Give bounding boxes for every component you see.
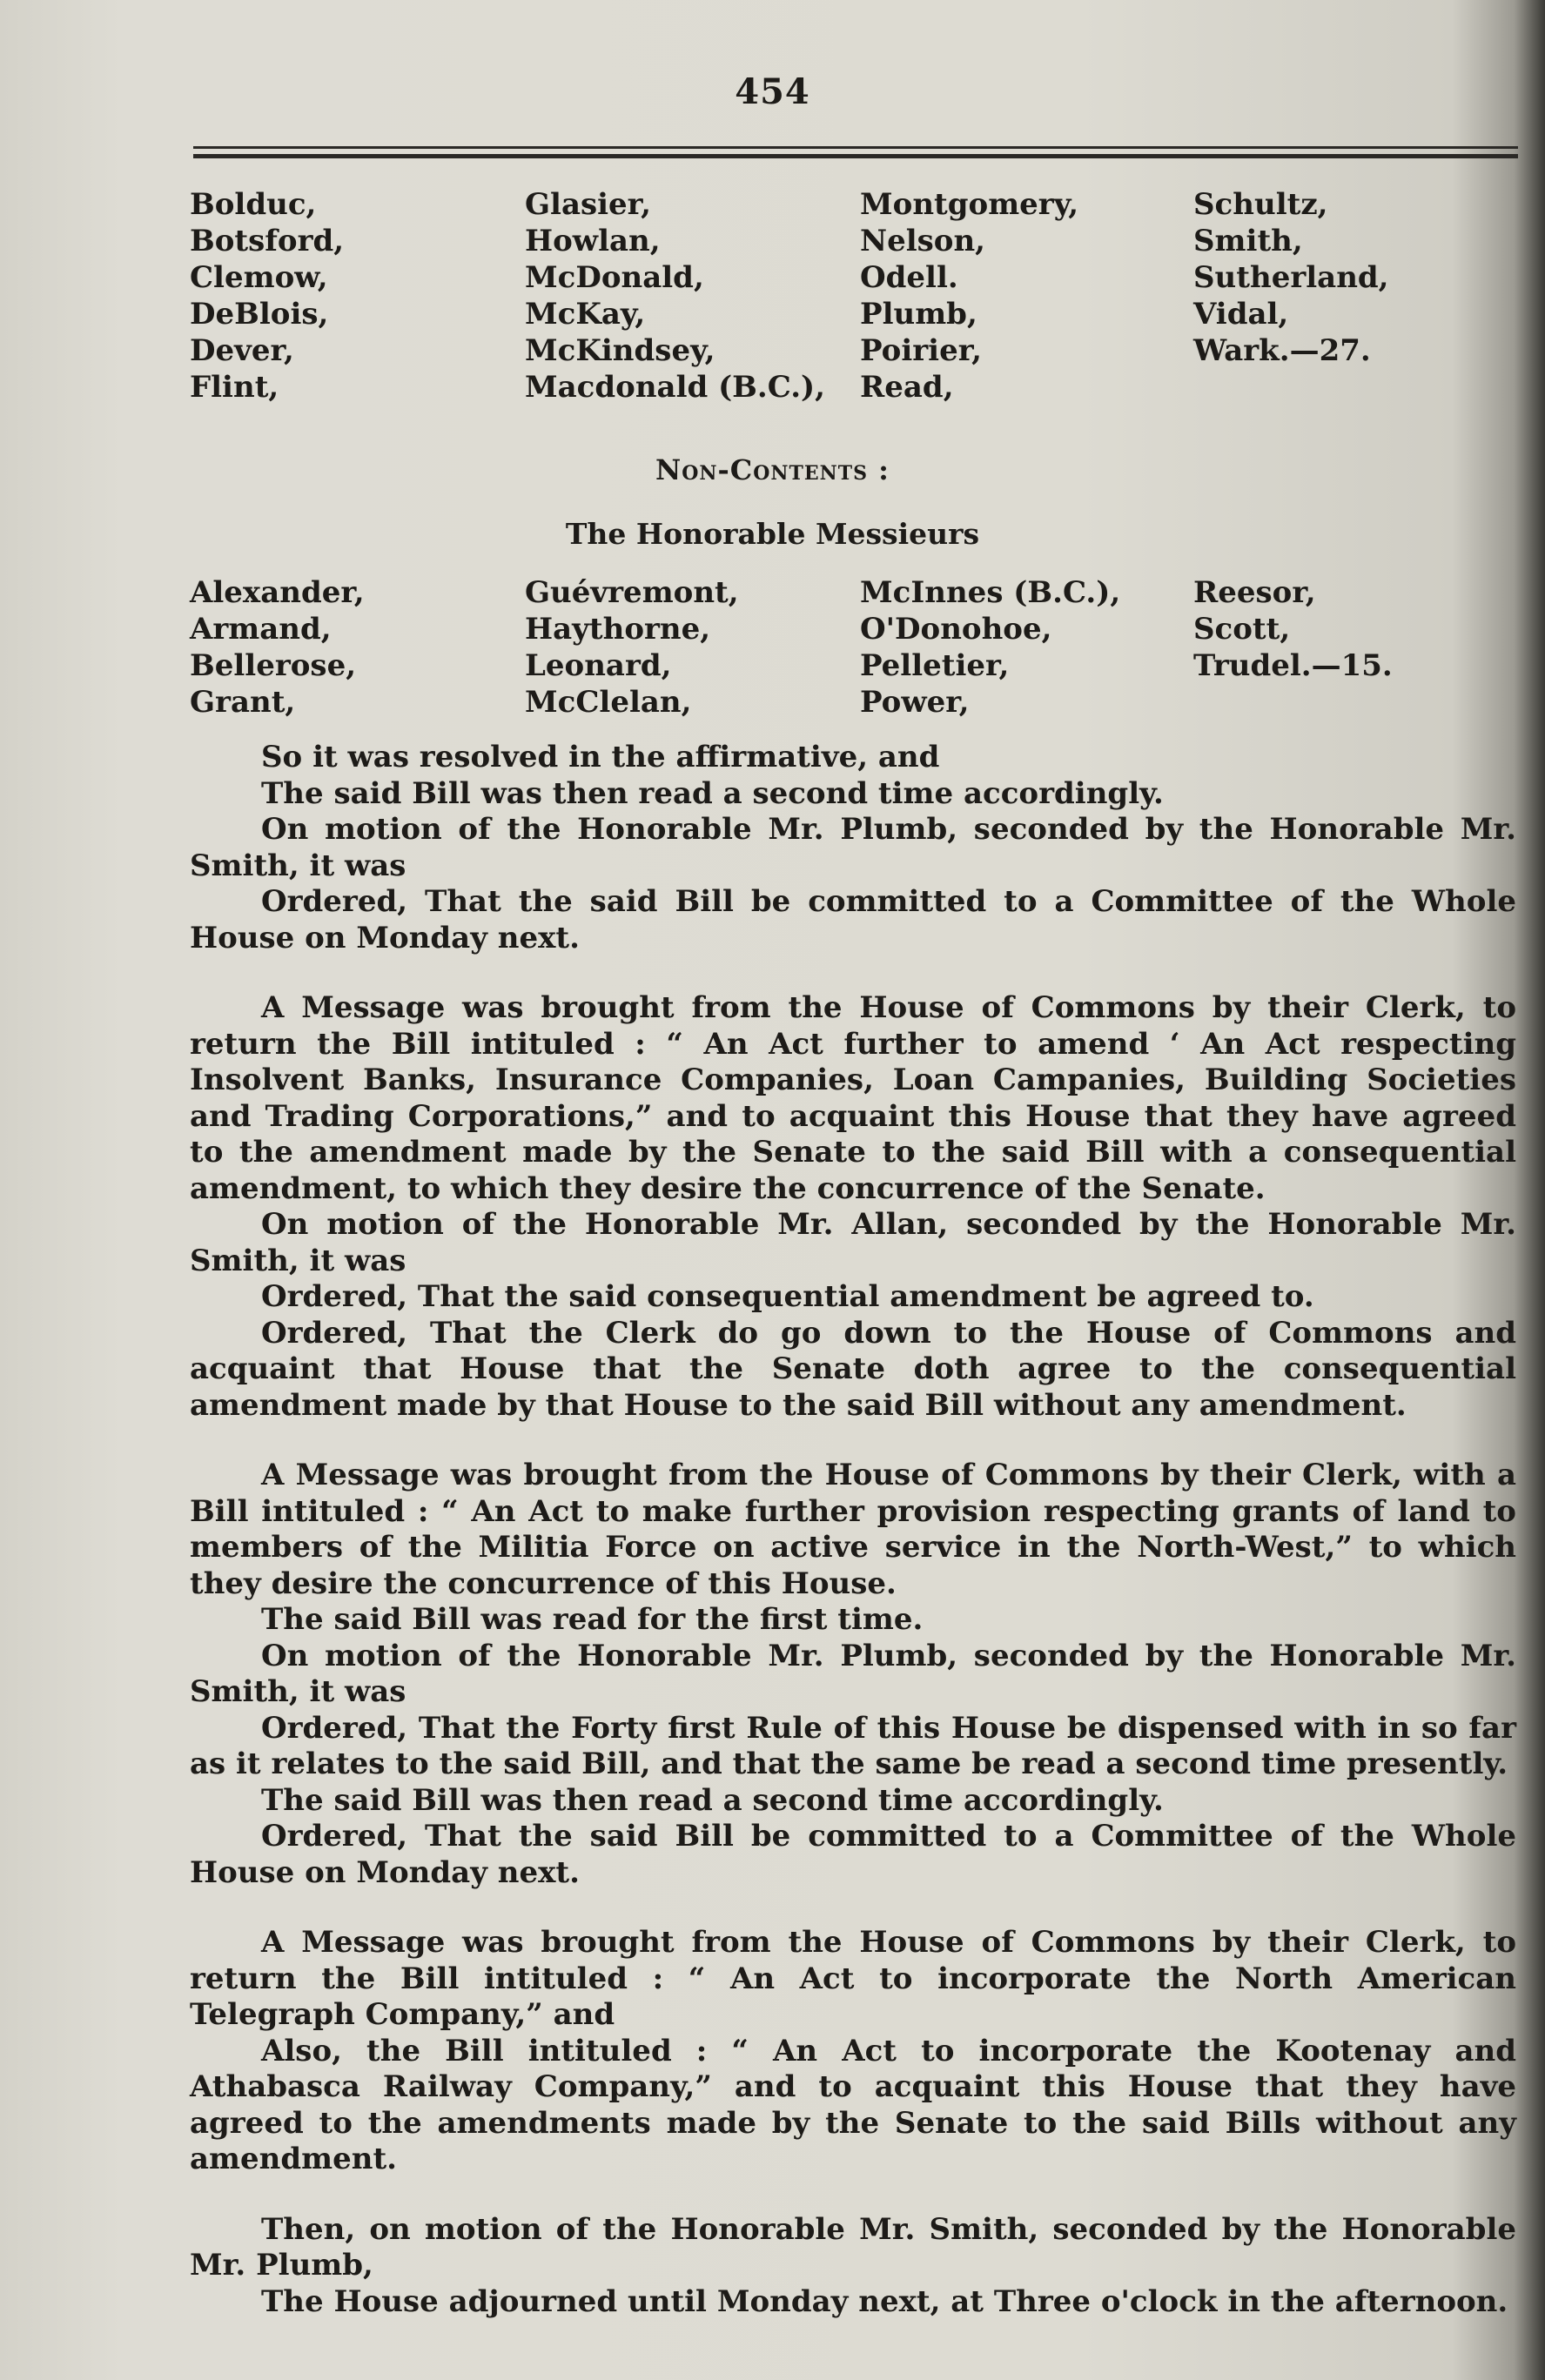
contents-column — [1193, 186, 1521, 406]
header-rule — [193, 146, 1518, 158]
contents-name: Dever, — [190, 333, 294, 368]
non-contents-name: Guévremont, — [525, 575, 739, 610]
contents-column — [525, 186, 860, 406]
contents-name: Plumb, — [860, 297, 977, 332]
paragraph: Then, on motion of the Honorable Mr. Smith, seconded by the Honorable Mr. Plumb, — [190, 2211, 1516, 2283]
contents-name: Howlan, — [525, 224, 661, 258]
contents-name: Bolduc, — [190, 187, 317, 222]
paragraph: Also, the Bill intituled : “ An Act to incorporate the Kootenay and Athabasca Railway Company,” and to acquaint this House that they have agreed to the amendments made by the Senate to the said Bills without any amendment. — [190, 2033, 1516, 2176]
non-contents-names-list — [190, 574, 1521, 721]
paragraph: On motion of the Honorable Mr. Allan, seconded by the Honorable Mr. Smith, it was — [190, 1207, 1516, 1278]
non-contents-name: Reesor, — [1193, 575, 1316, 610]
contents-name: DeBlois, — [190, 297, 329, 332]
contents-name: Montgomery, — [860, 187, 1079, 222]
non-contents-name: O'Donohoe, — [860, 612, 1052, 647]
contents-name: Vidal, — [1193, 297, 1289, 332]
contents-name: Flint, — [190, 370, 279, 405]
contents-name: Smith, — [1193, 224, 1303, 258]
non-contents-name: McInnes (B.C.), — [860, 575, 1121, 610]
contents-name: Wark.—27. — [1193, 333, 1371, 368]
contents-name: Botsford, — [190, 224, 345, 258]
proceedings-text — [190, 740, 1516, 2320]
paragraph: Ordered, That the Forty first Rule of this House be dispensed with in so far as it relates to the said Bill, and that the same be read a second time presently. — [190, 1710, 1516, 1781]
contents-names-list — [190, 186, 1521, 406]
non-contents-column — [190, 574, 525, 721]
page-number: 454 — [735, 71, 810, 112]
paragraph: Ordered, That the Clerk do go down to the House of Commons and acquaint that House that the Senate doth agree to the consequential amendment made by that House to the said Bill without any amendment. — [190, 1315, 1516, 1423]
paragraph: A Message was brought from the House of Commons by their Clerk, with a Bill intituled : “ An Act to make further provision respecting grants of land to members of the Militia Force on active service in the North-West,” to which they desire the concurrence of this House. — [190, 1458, 1516, 1601]
non-contents-name: Grant, — [190, 685, 296, 720]
paragraph: On motion of the Honorable Mr. Plumb, seconded by the Honorable Mr. Smith, it was — [190, 1638, 1516, 1709]
paragraph: A Message was brought from the House of Commons by their Clerk, to return the Bill intituled : “ An Act to incorporate the North American Telegraph Company,” and — [190, 1925, 1516, 2032]
paragraph: Ordered, That the said Bill be committed to a Committee of the Whole House on Monday next. — [190, 884, 1516, 955]
contents-name: McDonald, — [525, 260, 704, 295]
paragraph: The said Bill was then read a second time accordingly. — [261, 775, 1164, 811]
non-contents-name: Pelletier, — [860, 648, 1010, 683]
paragraph: The House adjourned until Monday next, at Three o'clock in the afternoon. — [261, 2283, 1508, 2319]
paragraph: The said Bill was read for the first time. — [261, 1602, 924, 1637]
non-contents-name: McClelan, — [525, 685, 692, 720]
non-contents-column — [525, 574, 860, 721]
contents-name: Macdonald (B.C.), — [525, 370, 825, 405]
contents-name: McKindsey, — [525, 333, 715, 368]
contents-name: Nelson, — [860, 224, 986, 258]
contents-name: McKay, — [525, 297, 646, 332]
contents-name: Schultz, — [1193, 187, 1328, 222]
non-contents-name: Leonard, — [525, 648, 672, 683]
contents-name: Clemow, — [190, 260, 328, 295]
non-contents-column — [860, 574, 1193, 721]
honorable-messieurs-heading: The Honorable Messieurs — [565, 517, 980, 551]
non-contents-column — [1193, 574, 1521, 721]
non-contents-name: Armand, — [190, 612, 332, 647]
contents-column — [860, 186, 1193, 406]
paragraph: Ordered, That the said Bill be committed to a Committee of the Whole House on Monday next. — [190, 1819, 1516, 1890]
contents-column — [190, 186, 525, 406]
non-contents-name: Scott, — [1193, 612, 1291, 647]
contents-name: Read, — [860, 370, 954, 405]
paragraph: The said Bill was then read a second time accordingly. — [261, 1782, 1164, 1818]
non-contents-name: Trudel.—15. — [1193, 648, 1393, 683]
non-contents-name: Alexander, — [190, 575, 365, 610]
paragraph: On motion of the Honorable Mr. Plumb, seconded by the Honorable Mr. Smith, it was — [190, 812, 1516, 883]
paragraph: A Message was brought from the House of Commons by their Clerk, to return the Bill intituled : “ An Act further to amend ‘ An Act respecting Insolvent Banks, Insurance Companies, Loan Campanies, Building Societies and Trading Corporations,” and to acquaint this House that they have agreed to the amendment made by the Senate to the said Bill with a consequential amendment, to which they desire the concurrence of the Senate. — [190, 990, 1516, 1206]
non-contents-heading: Non-Contents : — [655, 453, 890, 486]
contents-name: Poirier, — [860, 333, 982, 368]
paragraph: So it was resolved in the affirmative, and — [261, 740, 940, 774]
contents-name: Sutherland, — [1193, 260, 1389, 295]
non-contents-name: Bellerose, — [190, 648, 357, 683]
non-contents-name: Power, — [860, 685, 970, 720]
contents-name: Glasier, — [525, 187, 651, 222]
paragraph: Ordered, That the said consequential amendment be agreed to. — [261, 1279, 1314, 1314]
non-contents-name: Haythorne, — [525, 612, 711, 647]
contents-name: Odell. — [860, 260, 958, 295]
